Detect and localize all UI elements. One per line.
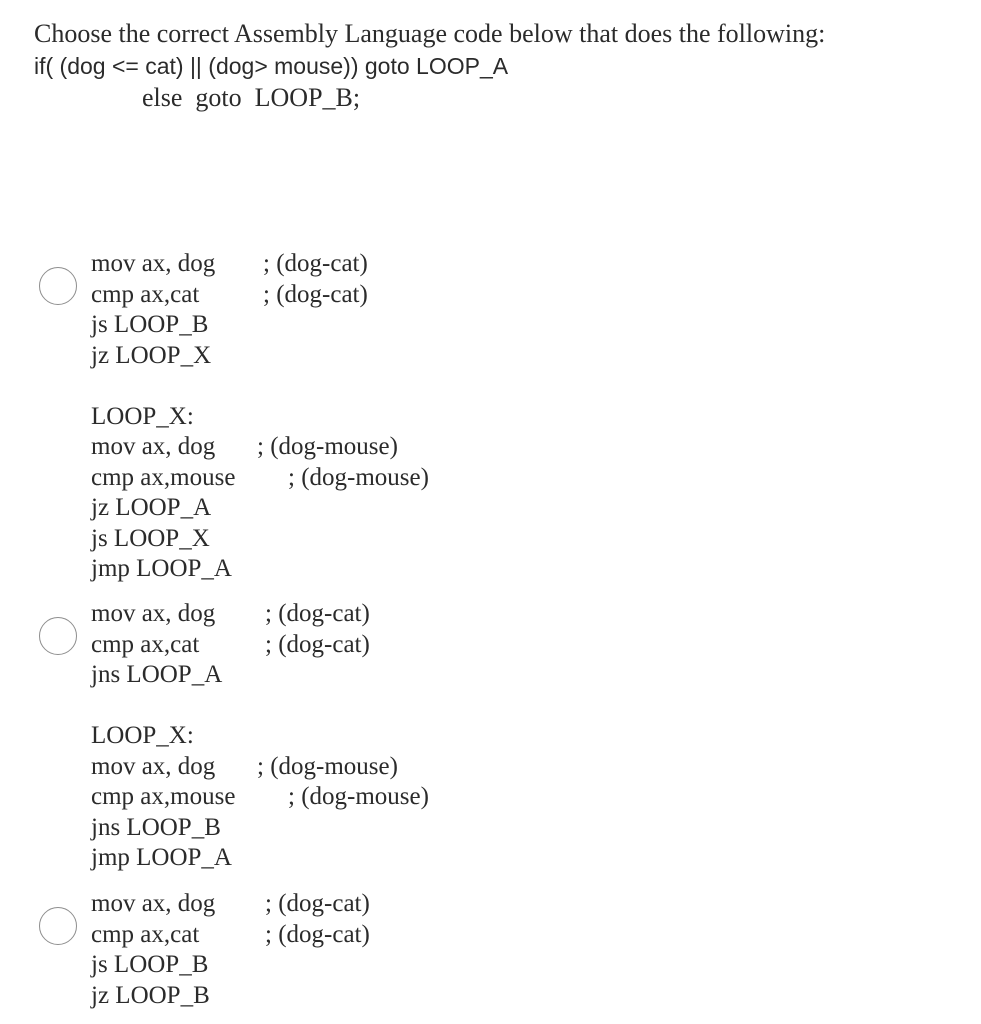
code-line: mov ax, dog ; (dog-mouse) — [91, 433, 398, 460]
question-prompt: Choose the correct Assembly Language code below that does the following: — [34, 19, 826, 48]
code-line: mov ax, dog ; (dog-cat) — [91, 890, 370, 917]
code-line: jns LOOP_A — [91, 661, 223, 688]
code-line: jz LOOP_X — [91, 341, 212, 369]
question — [34, 18, 825, 114]
option-3-code — [91, 889, 370, 1011]
option-2-radio[interactable] — [39, 617, 77, 655]
code-line: js LOOP_B — [91, 951, 209, 978]
code-line: jz LOOP_A — [91, 494, 212, 521]
option-2-code — [91, 599, 429, 874]
code-line: cmp ax,cat ; (dog-cat) — [91, 280, 368, 308]
option-1-code — [91, 249, 429, 585]
code-line: jz LOOP_B — [91, 981, 210, 1009]
code-line: mov ax, dog ; (dog-mouse) — [91, 752, 398, 780]
code-line: cmp ax,mouse ; (dog-mouse) — [91, 463, 429, 491]
option-3-radio[interactable] — [39, 907, 77, 945]
option-1-radio[interactable] — [39, 267, 77, 305]
code-line: cmp ax,mouse ; (dog-mouse) — [91, 783, 429, 810]
code-line: js LOOP_B — [91, 311, 209, 338]
code-line: mov ax, dog ; (dog-cat) — [91, 250, 368, 277]
code-line: LOOP_X: — [91, 402, 194, 430]
code-line: cmp ax,cat ; (dog-cat) — [91, 920, 370, 948]
code-line: jmp LOOP_A — [91, 844, 232, 871]
code-line: jmp LOOP_A — [91, 555, 232, 582]
code-line: LOOP_X: — [91, 722, 194, 749]
question-condition: if( (dog <= cat) || (dog> mouse)) goto LOOP_A — [34, 53, 509, 79]
code-line: jns LOOP_B — [91, 813, 221, 841]
question-else: else goto LOOP_B; — [142, 83, 361, 112]
code-line: cmp ax,cat ; (dog-cat) — [91, 630, 370, 658]
code-line: mov ax, dog ; (dog-cat) — [91, 600, 370, 627]
code-line: js LOOP_X — [91, 524, 210, 552]
